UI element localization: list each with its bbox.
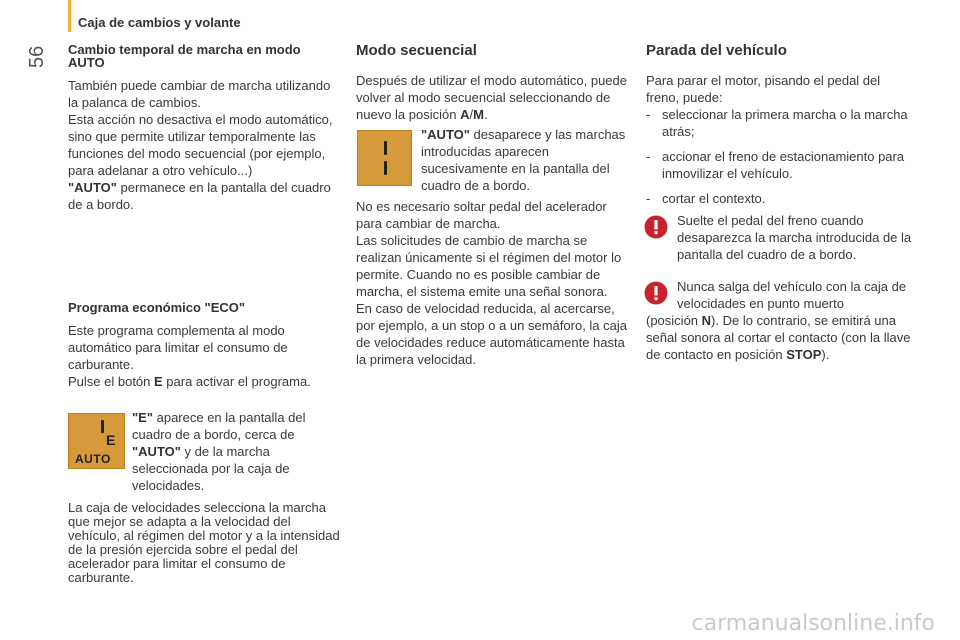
eco-auto-indicator-icon: [68, 413, 125, 469]
list-item-text: accionar el freno de estacionamiento para inmovilizar el vehículo.: [662, 149, 905, 181]
text: permanece en la pantalla del cuadro de a bordo.: [68, 180, 331, 212]
section-title-auto: Cambio temporal de marcha en modo AUTO: [68, 42, 301, 70]
bold-a: A: [460, 107, 470, 122]
dash: -: [646, 107, 651, 122]
bold-auto-quote: "AUTO": [132, 444, 181, 459]
dash: -: [646, 149, 651, 164]
paragraph: Esta acción no desactiva el modo automático, sino que permite utilizar temporalmente las funciones del modo secuencial (por ejemplo, para adelanar a otro vehículo...): [68, 112, 333, 178]
warning-note-release-brake: Suelte el pedal del freno cuando desaparezca la marcha introducida de la pantalla del cuadro de a bordo.: [677, 213, 912, 262]
paragraph: Para parar el motor, pisando el pedal del freno, puede:: [646, 73, 881, 105]
watermark: carmanualsonline.info: [691, 611, 935, 636]
bold-m: M: [473, 107, 484, 122]
sequential-body: [356, 198, 631, 368]
eco-icon-note: [132, 409, 312, 494]
warning-icon: [643, 280, 669, 306]
paragraph: No es necesario soltar pedal del acelerador para cambiar de marcha.: [356, 199, 607, 231]
dash: -: [646, 191, 651, 206]
bold-e: E: [154, 374, 163, 389]
paragraph: [68, 179, 338, 213]
section-title-stop: Parada del vehículo: [646, 42, 787, 59]
paragraph: Las solicitudes de cambio de marcha se realizan únicamente si el régimen del motor lo permite. Cuando no es posible cambiar de marcha, el sistema emite una señal sonora.: [356, 233, 622, 299]
page-header-title: Caja de cambios y volante: [78, 15, 241, 30]
gear-icon-note: [421, 126, 626, 194]
bold-n: N: [701, 313, 712, 328]
eco-e-label: E: [106, 432, 116, 448]
text: para activar el programa.: [162, 374, 311, 389]
gear-indicator-icon: [357, 130, 412, 186]
bold-auto-quote: "AUTO": [421, 127, 470, 142]
auto-label: AUTO: [75, 452, 111, 466]
warning-note-neutral-cont: [646, 312, 916, 363]
section-eco: [68, 301, 338, 390]
text: /: [469, 107, 474, 122]
text: ).: [821, 347, 830, 362]
closing-paragraph-wrap: [68, 501, 340, 585]
text: y de la marcha seleccionada por la caja de velocidades.: [132, 444, 290, 493]
bold-stop: STOP: [786, 347, 822, 362]
paragraph: También puede cambiar de marcha utilizando la palanca de cambios.: [68, 78, 331, 110]
page-number: 56: [26, 45, 48, 68]
list-item-text: seleccionar la primera marcha o la marcha atrás;: [662, 107, 908, 139]
paragraph: [68, 373, 338, 390]
text: Después de utilizar el modo automático, puede volver al modo secuencial seleccionando de nuevo la posición: [356, 73, 627, 122]
text: ). De lo contrario, se emitirá una señal sonora al cortar el contacto (con la llave de contacto en posición: [646, 313, 911, 362]
text: (posición: [646, 313, 702, 328]
closing-paragraph: La caja de velocidades selecciona la marcha que mejor se adapta a la velocidad del vehículo, al régimen del motor y a la intensidad de la presión ejercida sobre el pedal del acelerador para limitar el consumo de carburante.: [68, 500, 340, 585]
column-middle: [356, 43, 631, 123]
column-right: [646, 43, 916, 207]
list-item-text: cortar el contexto.: [662, 191, 766, 206]
section-title-eco: Programa económico "ECO": [68, 300, 246, 315]
bold-e-quote: "E": [132, 410, 153, 425]
paragraph: Este programa complementa al modo automático para limitar el consumo de carburante.: [68, 323, 288, 372]
text: Pulse el botón: [68, 374, 155, 389]
warning-icon: [643, 214, 669, 240]
text: .: [483, 107, 488, 122]
gear-bar-bottom-icon: [384, 161, 387, 175]
column-left: [68, 43, 338, 213]
text: aparece en la pantalla del cuadro de a bordo, cerca de: [132, 410, 306, 442]
paragraph: En caso de velocidad reducida, al acercarse, por ejemplo, a un stop o a un semáforo, la caja de velocidades reduce automáticamente hasta la primera velocidad.: [356, 301, 627, 367]
header-accent-bar: [68, 0, 71, 32]
bold-auto: "AUTO": [68, 180, 117, 195]
gear-bar-icon: [101, 420, 104, 433]
paragraph: [356, 72, 631, 123]
text: desaparece y las marchas introducidas aparecen sucesivamente en la pantalla del cuadro de a bordo.: [421, 127, 626, 193]
gear-bar-top-icon: [384, 141, 387, 155]
list-item: [646, 106, 916, 140]
list-item: [646, 190, 916, 207]
section-title-sequential: Modo secuencial: [356, 42, 477, 59]
list-item: [646, 148, 916, 182]
warning-note-neutral: Nunca salga del vehículo con la caja de velocidades en punto muerto: [677, 279, 907, 311]
